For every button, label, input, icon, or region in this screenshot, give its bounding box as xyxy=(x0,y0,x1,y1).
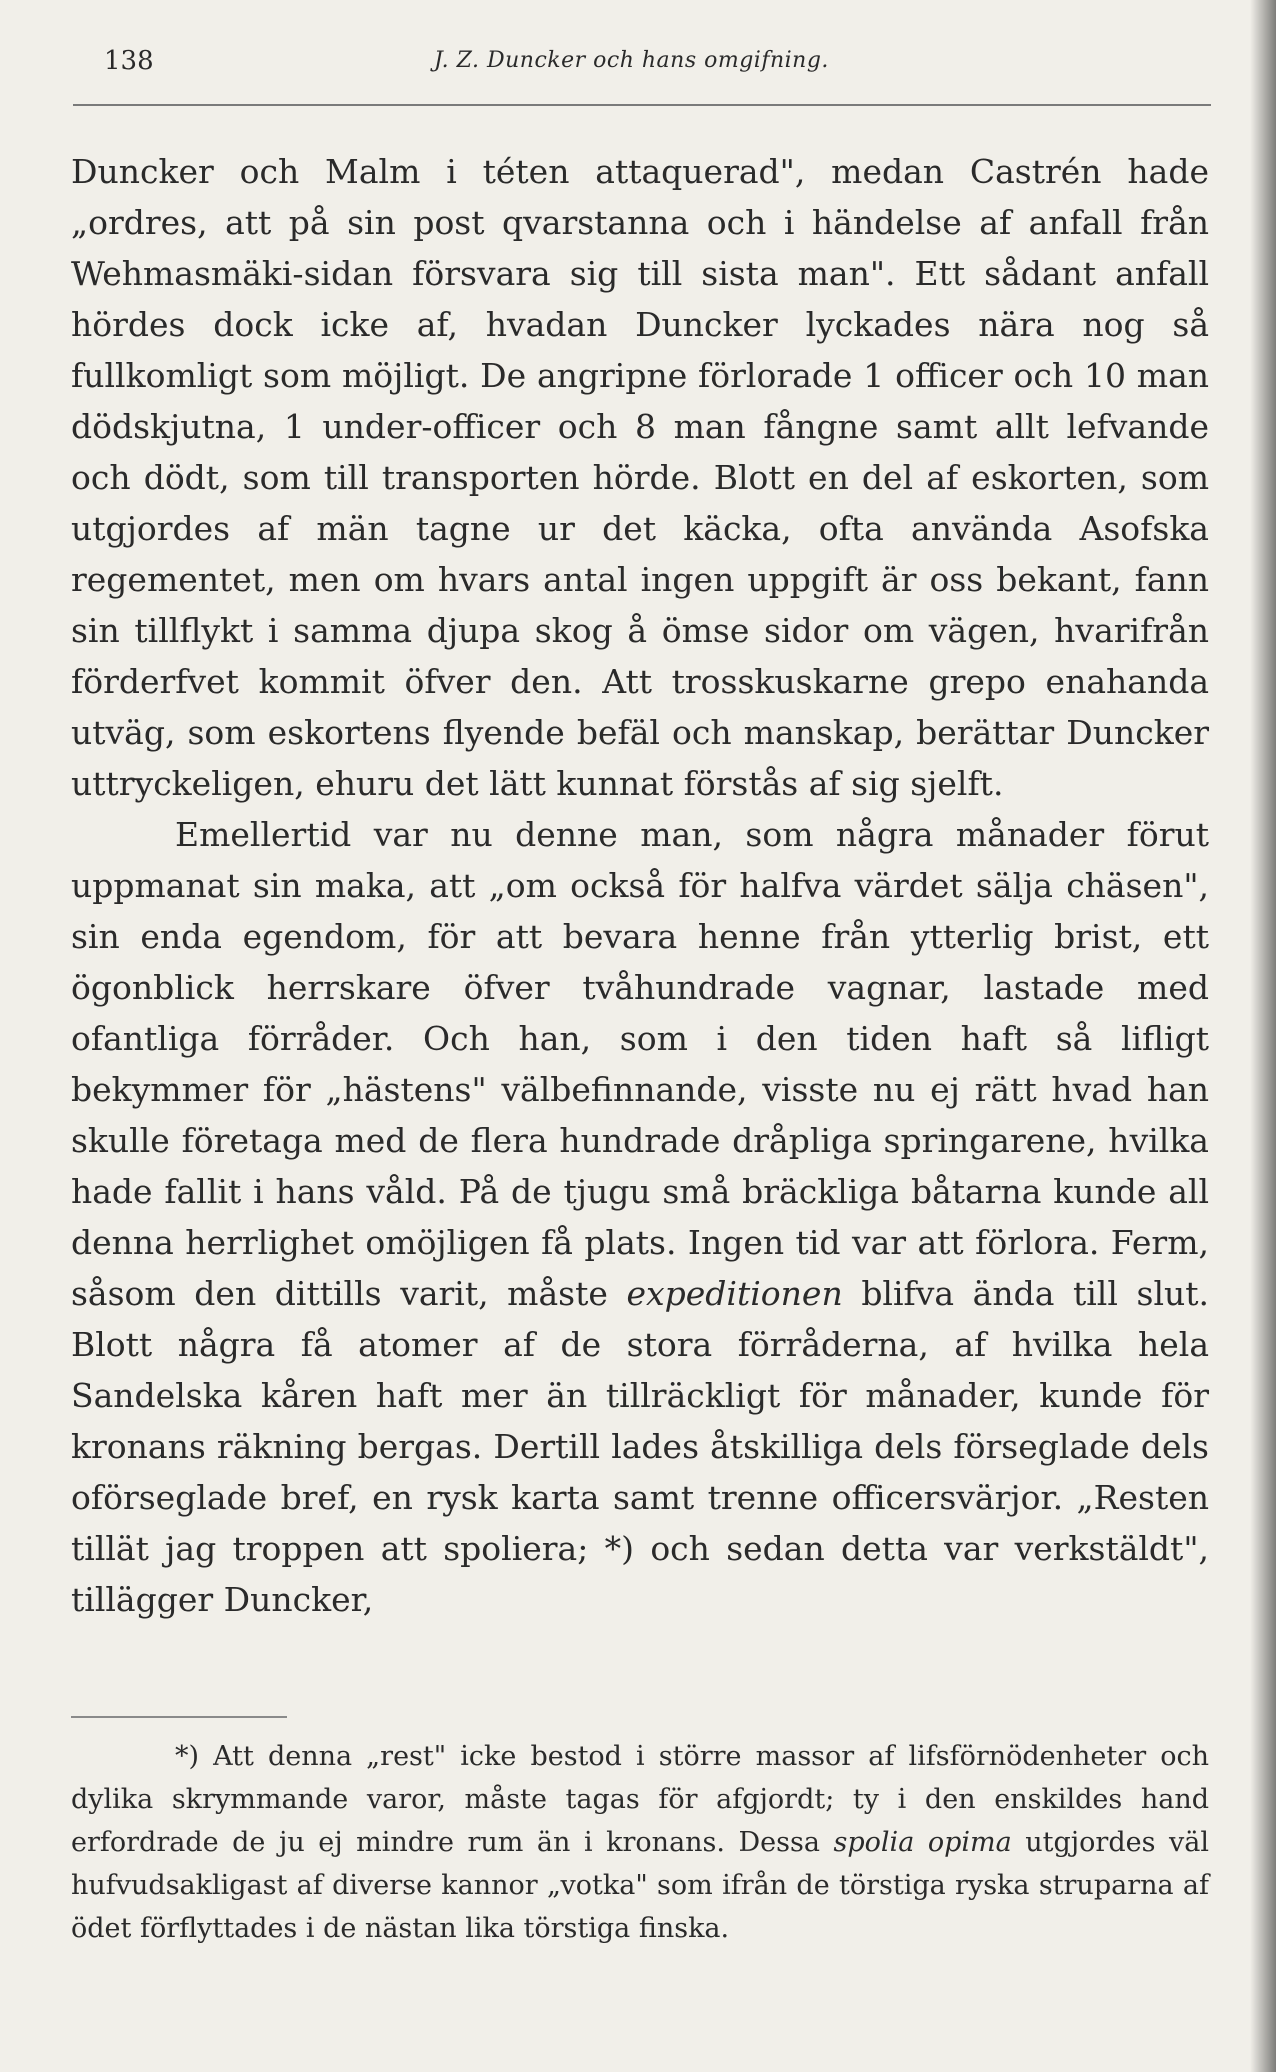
footnote-rule xyxy=(71,1716,287,1718)
footnote-text-b: utgjordes väl hufvudsakligast af diverse kannor „votka" som ifrån de törstiga ryska struparna af ödet förflyttades i de nästan lika törstiga finska. xyxy=(71,1827,1209,1944)
paragraph-1 xyxy=(71,146,1209,809)
page-header xyxy=(104,46,1204,86)
page-edge-shadow xyxy=(1250,0,1276,2072)
paragraph-2-text-b: blifva ända till slut. Blott några få atomer af de stora förråderna, af hvilka hela Sandelska kåren haft mer än tillräckligt för månader, kunde för kronans räkning bergas. Dertill lades åtskilliga dels förseglade dels oförseglade bref, en rysk karta samt trenne officersvärjor. „Resten tillät jag troppen att spoliera; *) och sedan detta var verkstäldt", tillägger Duncker, xyxy=(71,1274,1210,1619)
footnote xyxy=(71,1735,1209,1950)
header-rule xyxy=(73,104,1211,106)
paragraph-2 xyxy=(71,809,1209,1625)
paragraph-1-text: Duncker och Malm i téten attaquerad", medan Castrén hade „ordres, att på sin post qvarstanna och i händelse af anfall från Wehmasmäki-sidan försvara sig till sista man". Ett sådant anfall hördes dock icke af, hvadan Duncker lyckades nära nog så fullkomligt som möjligt. De angripne förlorade 1 officer och 10 man dödskjutna, 1 under-officer och 8 man fångne samt allt lefvande och dödt, som till transporten hörde. Blott en del af eskorten, som utgjordes af män tagne ur det käcka, ofta använda Asofska regementet, men om hvars antal ingen uppgift är oss bekant, fann sin tillflykt i samma djupa skog å ömse sidor om vägen, hvarifrån förderfvet kommit öfver den. Att trosskuskarne grepo enahanda utväg, som eskortens flyende befäl och manskap, berättar Duncker uttryckeligen, ehuru det lätt kunnat förstås af sig sjelft. xyxy=(71,152,1209,803)
footnote-text-a: Att denna „rest" icke bestod i större massor af lifsförnödenheter och dylika skrymmande varor, måste tagas för afgjordt; ty i den enskildes hand erfordrade de ju ej mindre rum än i kronans. Dessa xyxy=(71,1741,1209,1858)
paragraph-2-italic: expeditionen xyxy=(626,1274,843,1313)
footnote-italic: spolia opima xyxy=(833,1827,1012,1858)
body-text xyxy=(71,146,1209,1625)
paragraph-2-text-a: Emellertid var nu denne man, som några månader förut uppmanat sin maka, att „om också för halfva värdet sälja chäsen", sin enda egendom, för att bevara henne från ytterlig brist, ett ögonblick herrskare öfver tvåhundrade vagnar, lastade med ofantliga förråder. Och han, som i den tiden haft så lifligt bekymmer för „hästens" välbefinnande, visste nu ej rätt hvad han skulle företaga med de flera hundrade dråpliga springarene, hvilka hade fallit i hans våld. På de tjugu små bräckliga båtarna kunde all denna herrlighet omöjligen få plats. Ingen tid var att förlora. Ferm, såsom den dittills varit, måste xyxy=(71,815,1209,1313)
running-head: J. Z. Duncker och hans omgifning. xyxy=(434,48,829,73)
page-number: 138 xyxy=(104,46,154,76)
footnote-marker: *) xyxy=(175,1741,200,1772)
